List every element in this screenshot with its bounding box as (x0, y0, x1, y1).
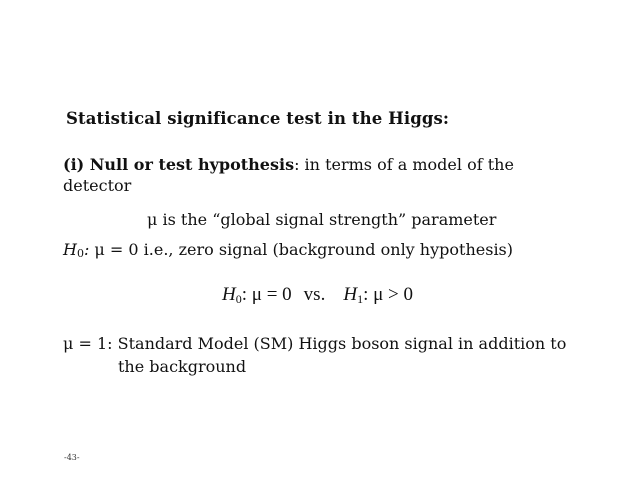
formula-h0-expression: : μ = 0 (241, 284, 292, 305)
null-hypothesis-text-continued: detector (63, 176, 132, 195)
formula-h1-expression: : μ > 0 (363, 284, 413, 305)
null-hypothesis-text: : in terms of a model of the (294, 155, 514, 174)
mu-definition: μ is the “global signal strength” parameter (147, 210, 497, 229)
h0-definition (63, 239, 513, 264)
page-number: -43- (64, 453, 80, 462)
formula-h1-subscript: 1 (357, 292, 364, 306)
h0-text: μ = 0 i.e., zero signal (background only hypothesis) (89, 240, 514, 259)
h0-colon: : (83, 240, 90, 259)
formula-h1-symbol: H (343, 284, 358, 305)
h0-symbol: H (63, 240, 77, 259)
slide-title: Statistical significance test in the Higgs: (66, 109, 450, 128)
null-hypothesis-label: (i) Null or test hypothesis (63, 155, 295, 174)
null-hypothesis-paragraph (63, 154, 514, 196)
sm-hypothesis-line-continued: the background (118, 357, 247, 376)
h0-subscript: 0 (76, 247, 84, 260)
formula-h0-symbol: H (222, 284, 236, 305)
hypothesis-formula (222, 284, 413, 307)
sm-hypothesis-line: μ = 1: Standard Model (SM) Higgs boson signal in addition to (63, 334, 567, 353)
formula-vs: vs. (303, 284, 326, 305)
formula-h0-subscript: 0 (235, 292, 242, 306)
